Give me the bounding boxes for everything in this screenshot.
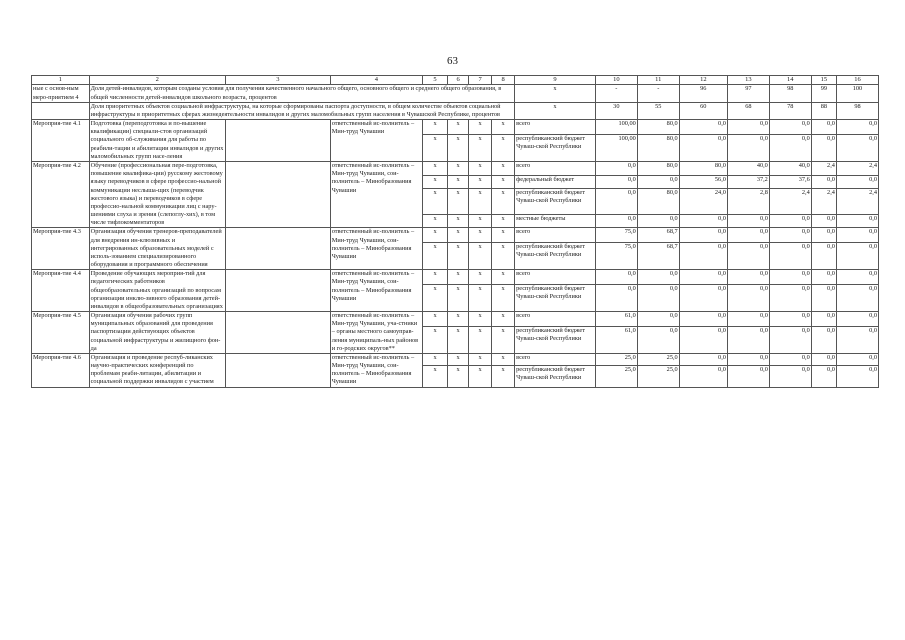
- code-cell: x: [469, 228, 492, 242]
- value-cell: 25,0: [595, 365, 637, 387]
- code-cell: x: [448, 161, 469, 175]
- value-cell: 0,0: [811, 242, 836, 269]
- header-cell-13: 13: [727, 76, 769, 85]
- value-cell: 0,0: [595, 161, 637, 175]
- activity-id: Мероприя-тие 4.5: [32, 312, 90, 354]
- value-cell: 0,0: [769, 242, 811, 269]
- code-cell: x: [469, 161, 492, 175]
- activity-id: Мероприя-тие 4.6: [32, 353, 90, 387]
- activity-id: Мероприя-тие 4.2: [32, 161, 90, 227]
- header-cell-7: 7: [469, 76, 492, 85]
- table-row: [32, 120, 879, 134]
- value-cell: 0,0: [637, 326, 679, 353]
- value-cell: 0,0: [637, 214, 679, 228]
- code-cell: x: [448, 189, 469, 215]
- activity-col3: [225, 120, 330, 162]
- code-cell: x: [469, 270, 492, 284]
- indicator-value: 68: [727, 102, 769, 119]
- code-cell: x: [492, 120, 515, 134]
- indicator-related: ные с основ-ным меро-приятием 4: [32, 85, 90, 102]
- activity-name: Подготовка (переподготовка и по-вышение квалификации) специали-стов организаций социального об-служивания для работы по реабили-тации и абилитации инвалидов и других маломобильных групп насе-ления: [90, 120, 224, 160]
- value-cell: 80,0: [637, 134, 679, 161]
- activity-executor: ответственный ис-полнитель – Мин-труд Чувашии, сои-полнитель – Минобразования Чувашии: [330, 161, 422, 227]
- table-row: [32, 161, 879, 175]
- value-cell: 0,0: [769, 228, 811, 242]
- code-cell: x: [492, 134, 515, 161]
- activity-name: Организация обучения рабочих групп муниципальных образований для проведения паспортизации действующих объектов социальной инфраструктуры и жилищного фон-да: [89, 312, 225, 354]
- indicator-value: -: [595, 85, 637, 102]
- indicator-value: 98: [836, 102, 878, 119]
- value-cell: 0,0: [836, 214, 878, 228]
- value-cell: 0,0: [811, 120, 836, 134]
- code-cell: x: [492, 189, 515, 215]
- code-cell: x: [469, 284, 492, 311]
- code-cell: x: [469, 175, 492, 189]
- value-cell: 0,0: [769, 326, 811, 353]
- value-cell: 0,0: [811, 134, 836, 161]
- code-cell: x: [422, 312, 447, 326]
- value-cell: 25,0: [637, 365, 679, 387]
- indicator-value: 30: [595, 102, 637, 119]
- funding-source: республиканский бюджет Чуваш-ской Республики: [515, 189, 596, 215]
- code-cell: x: [448, 326, 469, 353]
- value-cell: 0,0: [836, 175, 878, 189]
- activity-col3: [225, 312, 330, 354]
- code-cell: x: [492, 312, 515, 326]
- value-cell: 0,0: [769, 120, 811, 134]
- indicator-related: [32, 102, 90, 119]
- value-cell: 68,7: [637, 228, 679, 242]
- value-cell: 100,00: [595, 134, 637, 161]
- value-cell: 0,0: [637, 312, 679, 326]
- table-row: [32, 228, 879, 242]
- activity-executor: ответственный ис-полнитель – Мин-труд Чувашии, сои-полнитель – Минобразования Чувашии: [330, 228, 422, 270]
- funding-source: всего: [515, 312, 596, 326]
- code-cell: x: [448, 365, 469, 387]
- value-cell: 0,0: [811, 353, 836, 365]
- code-cell: x: [492, 270, 515, 284]
- indicator-row: [32, 102, 879, 119]
- funding-source: всего: [515, 228, 596, 242]
- value-cell: 0,0: [811, 175, 836, 189]
- value-cell: 0,0: [836, 365, 878, 387]
- value-cell: 0,0: [836, 228, 878, 242]
- code-cell: x: [422, 134, 447, 161]
- value-cell: 0,0: [679, 312, 727, 326]
- value-cell: 0,0: [727, 326, 769, 353]
- code-cell: x: [422, 326, 447, 353]
- value-cell: 0,0: [679, 242, 727, 269]
- value-cell: 0,0: [637, 284, 679, 311]
- indicator-x: x: [515, 102, 596, 119]
- header-cell-6: 6: [448, 76, 469, 85]
- value-cell: 75,0: [595, 242, 637, 269]
- value-cell: 80,0: [637, 189, 679, 215]
- code-cell: x: [469, 242, 492, 269]
- value-cell: 25,0: [637, 353, 679, 365]
- activity-name: Организация и проведение респуб-ликанских научно-практических конференций по проблемам реаби-литации, абилитации и социальной поддержки инвалидов с участием: [89, 353, 225, 387]
- code-cell: x: [492, 365, 515, 387]
- activity-name: Организация обучения тренеров-преподавателей для внедрения ин-клюзивных и интегрированных образовательных моделей с исполь-зованием специализированного оборудования и программного обеспечения: [89, 228, 225, 270]
- header-cell-4: 4: [330, 76, 422, 85]
- indicator-row: [32, 85, 879, 102]
- header-cell-16: 16: [836, 76, 878, 85]
- value-cell: 0,0: [595, 284, 637, 311]
- code-cell: x: [492, 214, 515, 228]
- table-row: [32, 312, 879, 326]
- activity-col3: [225, 270, 330, 312]
- code-cell: x: [469, 353, 492, 365]
- indicator-value: 55: [637, 102, 679, 119]
- value-cell: 0,0: [811, 228, 836, 242]
- code-cell: x: [422, 120, 447, 134]
- code-cell: x: [448, 312, 469, 326]
- value-cell: 2,4: [811, 189, 836, 215]
- code-cell: x: [422, 365, 447, 387]
- code-cell: x: [492, 242, 515, 269]
- code-cell: x: [448, 242, 469, 269]
- code-cell: x: [448, 228, 469, 242]
- value-cell: 0,0: [811, 312, 836, 326]
- code-cell: x: [469, 365, 492, 387]
- table-row: [32, 353, 879, 365]
- indicator-value: 100: [836, 85, 878, 102]
- indicator-value: 97: [727, 85, 769, 102]
- value-cell: 2,4: [811, 161, 836, 175]
- activity-executor: ответственный ис-полнитель – Мин-труд Чувашии, сои-полнитель – Минобразования Чувашии: [330, 353, 422, 387]
- value-cell: 0,0: [595, 270, 637, 284]
- value-cell: 0,0: [836, 134, 878, 161]
- code-cell: x: [422, 270, 447, 284]
- header-cell-11: 11: [637, 76, 679, 85]
- value-cell: 40,0: [727, 161, 769, 175]
- value-cell: 0,0: [811, 365, 836, 387]
- header-cell-5: 5: [422, 76, 447, 85]
- indicator-value: 99: [811, 85, 836, 102]
- code-cell: x: [422, 175, 447, 189]
- indicator-value: 60: [679, 102, 727, 119]
- value-cell: 2,4: [769, 189, 811, 215]
- funding-source: всего: [515, 353, 596, 365]
- code-cell: x: [492, 161, 515, 175]
- value-cell: 0,0: [595, 214, 637, 228]
- value-cell: 0,0: [727, 365, 769, 387]
- value-cell: 0,0: [679, 326, 727, 353]
- value-cell: 0,0: [595, 189, 637, 215]
- value-cell: 0,0: [769, 284, 811, 311]
- value-cell: 0,0: [836, 120, 878, 134]
- value-cell: 0,0: [769, 270, 811, 284]
- value-cell: 0,0: [727, 284, 769, 311]
- value-cell: 80,0: [637, 120, 679, 134]
- value-cell: 0,0: [836, 353, 878, 365]
- page-number: 63: [447, 55, 458, 67]
- code-cell: x: [492, 326, 515, 353]
- funding-source: республиканский бюджет Чуваш-ской Республики: [515, 284, 596, 311]
- indicator-text: Доля приоритетных объектов социальной инфраструктуры, на которые сформированы паспорта доступности, в общем количестве объектов социальной инфраструктуры в приоритетных сферах жизнедеятельности инвалидов и других маломобильных групп населения в Чувашской Республике, процентов: [89, 102, 515, 119]
- header-cell-9: 9: [515, 76, 596, 85]
- value-cell: 0,0: [679, 365, 727, 387]
- code-cell: x: [492, 353, 515, 365]
- value-cell: 0,0: [727, 270, 769, 284]
- budget-table: [31, 75, 879, 388]
- header-row: [32, 76, 879, 85]
- value-cell: 0,0: [679, 214, 727, 228]
- code-cell: x: [422, 189, 447, 215]
- value-cell: 0,0: [836, 284, 878, 311]
- activity-name: Проведение обучающих мероприя-тий для педагогических работников общеобразовательных организаций по вопросам организации инклю-зивного образования детей-инвалидов в общеобразовательных организациях: [89, 270, 225, 312]
- value-cell: 80,0: [637, 161, 679, 175]
- funding-source: республиканский бюджет Чуваш-ской Республики: [515, 242, 596, 269]
- value-cell: 68,7: [637, 242, 679, 269]
- funding-source: всего: [515, 120, 596, 134]
- activity-col3: [225, 161, 330, 227]
- code-cell: x: [422, 284, 447, 311]
- code-cell: x: [469, 326, 492, 353]
- table-row: [32, 270, 879, 284]
- header-cell-15: 15: [811, 76, 836, 85]
- header-cell-14: 14: [769, 76, 811, 85]
- code-cell: x: [469, 214, 492, 228]
- value-cell: 0,0: [769, 312, 811, 326]
- value-cell: 0,0: [811, 326, 836, 353]
- value-cell: 75,0: [595, 228, 637, 242]
- value-cell: 0,0: [836, 270, 878, 284]
- value-cell: 0,0: [727, 120, 769, 134]
- value-cell: 0,0: [727, 353, 769, 365]
- value-cell: 0,0: [727, 242, 769, 269]
- value-cell: 0,0: [679, 270, 727, 284]
- activity-name: Обучение (профессиональная пере-подготовка, повышение квалифика-ции) русскому жестовому языку переводчиков в сфере профессио-нальной коммуникации неслыша-щих (переводчик жестового языка) и переводчиков в сфере профессио-нальной коммуникации лиц с нару-шениями слуха и зрения (слепоглу-хих), в том числе тифлокомментаторов: [89, 161, 225, 227]
- funding-source: местные бюджеты: [515, 214, 596, 228]
- value-cell: 0,0: [679, 228, 727, 242]
- value-cell: 24,0: [679, 189, 727, 215]
- value-cell: 37,2: [727, 175, 769, 189]
- code-cell: x: [492, 228, 515, 242]
- value-cell: 0,0: [769, 214, 811, 228]
- funding-source: всего: [515, 161, 596, 175]
- activity-id: Мероприя-тие 4.3: [32, 228, 90, 270]
- value-cell: 0,0: [769, 365, 811, 387]
- code-cell: x: [448, 353, 469, 365]
- value-cell: 0,0: [679, 134, 727, 161]
- value-cell: 40,0: [769, 161, 811, 175]
- activity-executor: ответственный ис-полнитель – Мин-труд Чувашии, уча-стники – органы местного самоуправ-ления муниципаль-ных районов и го-родских округов**: [330, 312, 422, 354]
- code-cell: x: [448, 120, 469, 134]
- value-cell: 0,0: [727, 228, 769, 242]
- activity-id: Мероприя-тие 4.1: [32, 120, 90, 162]
- value-cell: 0,0: [811, 270, 836, 284]
- code-cell: x: [492, 284, 515, 311]
- header-cell-3: 3: [225, 76, 330, 85]
- code-cell: x: [469, 134, 492, 161]
- value-cell: 61,0: [595, 326, 637, 353]
- value-cell: 25,0: [595, 353, 637, 365]
- code-cell: x: [422, 353, 447, 365]
- value-cell: 61,0: [595, 312, 637, 326]
- funding-source: федеральный бюджет: [515, 175, 596, 189]
- value-cell: 0,0: [769, 353, 811, 365]
- code-cell: x: [469, 189, 492, 215]
- code-cell: x: [448, 214, 469, 228]
- code-cell: x: [469, 120, 492, 134]
- value-cell: 80,0: [679, 161, 727, 175]
- value-cell: 2,4: [836, 189, 878, 215]
- indicator-value: 78: [769, 102, 811, 119]
- activity-executor: ответственный ис-полнитель – Мин-труд Чувашии: [330, 120, 422, 162]
- code-cell: x: [448, 134, 469, 161]
- value-cell: 100,00: [595, 120, 637, 134]
- code-cell: x: [448, 270, 469, 284]
- value-cell: 0,0: [811, 284, 836, 311]
- funding-source: всего: [515, 270, 596, 284]
- activity-id: Мероприя-тие 4.4: [32, 270, 90, 312]
- header-cell-2: 2: [89, 76, 225, 85]
- funding-source: республиканский бюджет Чуваш-ской Республики: [515, 134, 596, 161]
- value-cell: 0,0: [836, 312, 878, 326]
- value-cell: 0,0: [679, 284, 727, 311]
- code-cell: x: [422, 214, 447, 228]
- indicator-value: -: [637, 85, 679, 102]
- indicator-x: x: [515, 85, 596, 102]
- value-cell: 0,0: [811, 214, 836, 228]
- indicator-value: 96: [679, 85, 727, 102]
- value-cell: 0,0: [769, 134, 811, 161]
- value-cell: 0,0: [595, 175, 637, 189]
- code-cell: x: [448, 175, 469, 189]
- code-cell: x: [422, 161, 447, 175]
- header-cell-12: 12: [679, 76, 727, 85]
- value-cell: 0,0: [679, 120, 727, 134]
- activity-col3: [225, 353, 330, 387]
- funding-source: республиканский бюджет Чуваш-ской Республики: [515, 326, 596, 353]
- activity-executor: ответственный ис-полнитель – Мин-труд Чувашии, сои-полнитель – Минобразования Чувашии: [330, 270, 422, 312]
- value-cell: 2,8: [727, 189, 769, 215]
- indicator-value: 98: [769, 85, 811, 102]
- activity-col3: [225, 228, 330, 270]
- funding-source: республиканский бюджет Чуваш-ской Республики: [515, 365, 596, 387]
- value-cell: 0,0: [637, 270, 679, 284]
- value-cell: 0,0: [727, 134, 769, 161]
- code-cell: x: [422, 228, 447, 242]
- indicator-value: 88: [811, 102, 836, 119]
- value-cell: 0,0: [637, 175, 679, 189]
- value-cell: 0,0: [727, 214, 769, 228]
- code-cell: x: [469, 312, 492, 326]
- code-cell: x: [448, 284, 469, 311]
- value-cell: 2,4: [836, 161, 878, 175]
- value-cell: 56,0: [679, 175, 727, 189]
- indicator-text: Доля детей-инвалидов, которым созданы условия для получения качественного начального общего, основного общего и среднего общего образования, в общей численности детей-инвалидов школьного возраста, процентов: [89, 85, 515, 102]
- value-cell: 0,0: [836, 326, 878, 353]
- header-cell-1: 1: [32, 76, 90, 85]
- code-cell: x: [492, 175, 515, 189]
- value-cell: 0,0: [836, 242, 878, 269]
- header-cell-10: 10: [595, 76, 637, 85]
- code-cell: x: [422, 242, 447, 269]
- value-cell: 37,6: [769, 175, 811, 189]
- value-cell: 0,0: [679, 353, 727, 365]
- value-cell: 0,0: [727, 312, 769, 326]
- header-cell-8: 8: [492, 76, 515, 85]
